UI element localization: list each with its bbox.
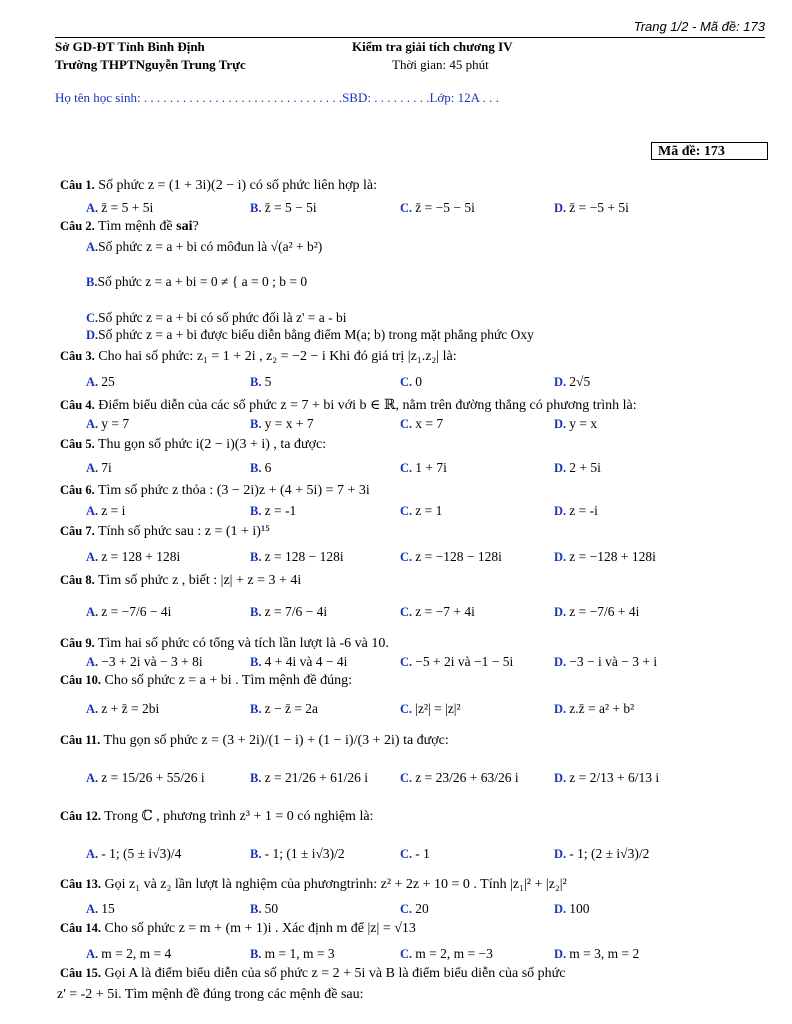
option-text: 100: [569, 901, 590, 916]
option-letter: B.: [250, 655, 265, 669]
answer-option[interactable]: [400, 654, 513, 670]
option-text: y = 7: [101, 416, 130, 431]
option-letter: D.: [554, 605, 570, 619]
question-number: Câu 2.: [60, 219, 95, 233]
option-letter: A.: [86, 461, 102, 475]
answer-option[interactable]: [86, 846, 181, 862]
question-text-end: ?: [192, 219, 199, 234]
option-text: 25: [101, 374, 115, 389]
question-number: Câu 5.: [60, 437, 95, 451]
option-text: z̄ = −5 − 5i: [415, 200, 475, 215]
answer-option[interactable]: [400, 901, 429, 917]
question-number: Câu 13.: [60, 877, 101, 891]
question-stem: [60, 808, 373, 825]
question-number: Câu 12.: [60, 809, 101, 823]
question-text: Tìm số phức z , biết : |z| + z = 3 + 4i: [97, 573, 302, 588]
answer-option[interactable]: [250, 549, 344, 565]
option-text: Số phức z = a + bi được biểu diễn bằng điểm M(a; b) trong mặt phẳng phức Oxy: [98, 327, 534, 342]
option-text: z = −7/6 + 4i: [569, 604, 640, 619]
option-letter: B.: [250, 504, 265, 518]
option-text: z = −128 + 128i: [569, 549, 656, 564]
option-text: z̄ = 5 − 5i: [264, 200, 317, 215]
question-text: Thu gọn số phức z = (3 + 2i)/(1 − i) + (1 − i)/(3 + 2i) ta được:: [103, 733, 449, 748]
answer-option[interactable]: [554, 200, 629, 216]
option-text: z = -1: [264, 503, 297, 518]
answer-option[interactable]: [250, 604, 327, 620]
option-letter: C.: [400, 847, 416, 861]
option-letter: D.: [554, 771, 570, 785]
answer-option[interactable]: [400, 549, 502, 565]
option-text: 2√5: [569, 374, 591, 389]
question-number: Câu 11.: [60, 733, 101, 747]
question-text: Thu gọn số phức i(2 − i)(3 + i) , ta được:: [97, 437, 327, 452]
option-letter: B.: [250, 550, 265, 564]
option-text: 2 + 5i: [569, 460, 601, 475]
answer-option[interactable]: [400, 460, 447, 476]
question-number: Câu 10.: [60, 673, 101, 687]
question-number: Câu 1.: [60, 178, 95, 192]
option-letter: D.: [554, 550, 570, 564]
question-number: Câu 3.: [60, 349, 95, 363]
option-letter: C.: [400, 550, 416, 564]
option-letter: C.: [400, 655, 416, 669]
exam-block: [352, 38, 513, 74]
option-letter: A.: [86, 655, 102, 669]
question-text: Tìm mệnh đề: [97, 219, 177, 234]
option-text: Số phức z = a + bi có số phức đối là z' = a - bi: [98, 310, 347, 325]
option-letter: C.: [400, 771, 416, 785]
option-text: 50: [264, 901, 279, 916]
option-letter: D.: [554, 461, 570, 475]
answer-option[interactable]: [554, 846, 649, 862]
option-letter: C.: [400, 605, 416, 619]
answer-option[interactable]: [554, 549, 656, 565]
answer-option[interactable]: [400, 416, 443, 432]
answer-option[interactable]: [250, 901, 278, 917]
question-text: Cho số phức z = a + bi . Tìm mệnh đề đúng:: [104, 673, 352, 688]
question-text: Tính số phức sau : z = (1 + i)¹⁵: [97, 524, 271, 539]
statement-option[interactable]: [86, 239, 322, 255]
answer-option[interactable]: [250, 200, 317, 216]
option-letter: A.: [86, 771, 102, 785]
answer-option[interactable]: [86, 374, 115, 390]
answer-option[interactable]: [250, 503, 296, 519]
option-text: x = 7: [415, 416, 444, 431]
question-stem: [60, 573, 301, 589]
option-text: z = 7/6 − 4i: [264, 604, 328, 619]
option-text: z + z̄ = 2bi: [101, 701, 160, 716]
answer-option[interactable]: [86, 200, 153, 216]
option-text: z = 15/26 + 55/26 i: [101, 770, 205, 785]
question-stem: [60, 483, 370, 499]
option-text: m = 3, m = 2: [569, 946, 640, 961]
answer-option[interactable]: [86, 549, 180, 565]
option-letter: A.: [86, 375, 102, 389]
page-code: Trang 1/2 - Mã đề: 173: [633, 19, 765, 34]
answer-option[interactable]: [250, 701, 318, 717]
option-text: |z²| = |z|²: [415, 701, 461, 716]
answer-option[interactable]: [86, 604, 171, 620]
option-text: m = 2, m = −3: [415, 946, 493, 961]
option-letter: D.: [554, 847, 570, 861]
option-text: Số phức z = a + bi = 0 ≠ { a = 0 ; b = 0: [97, 274, 308, 289]
option-letter: A.: [86, 947, 102, 961]
option-letter: D.: [554, 375, 570, 389]
option-letter: A.: [86, 504, 102, 518]
option-letter: C.: [400, 375, 416, 389]
question-stem: [60, 349, 457, 365]
option-letter: B.: [250, 201, 265, 215]
option-letter: A.: [86, 417, 102, 431]
option-text: z = 1: [415, 503, 443, 518]
answer-option[interactable]: [86, 701, 159, 717]
question-stem: [60, 877, 567, 893]
option-text: m = 2, m = 4: [101, 946, 172, 961]
question-stem: [60, 966, 565, 982]
answer-option[interactable]: [86, 770, 205, 786]
answer-option[interactable]: [86, 503, 125, 519]
option-letter: B.: [250, 461, 265, 475]
question-text: Cho số phức z = m + (m + 1)i . Xác định m để |z| = √13: [104, 921, 416, 936]
answer-option[interactable]: [554, 416, 597, 432]
answer-option[interactable]: [554, 654, 657, 670]
option-letter: A.: [86, 201, 102, 215]
option-letter: A.: [86, 240, 99, 254]
option-text: z.z̄ = a² + b²: [569, 701, 635, 716]
option-text: z = −7/6 − 4i: [101, 604, 172, 619]
exam-time: Thời gian: 45 phút: [392, 57, 489, 72]
question-stem: [60, 437, 326, 453]
question-stem: [60, 524, 270, 540]
answer-option[interactable]: [250, 460, 271, 476]
option-text: z = 23/26 + 63/26 i: [415, 770, 519, 785]
option-text: 5: [264, 374, 272, 389]
answer-option[interactable]: [86, 654, 203, 670]
option-letter: B.: [250, 375, 265, 389]
option-text: m = 1, m = 3: [264, 946, 335, 961]
question-stem: [60, 178, 377, 194]
question-text: Trong ℂ , phương trình z³ + 1 = 0 có nghiệm là:: [104, 809, 374, 824]
option-letter: A.: [86, 847, 102, 861]
option-letter: B.: [250, 771, 265, 785]
option-text: z = 128 + 128i: [101, 549, 181, 564]
option-letter: B.: [250, 605, 265, 619]
question-text: Gọi z₁ và z₂ lần lượt là nghiệm của phươngtrình: z² + 2z + 10 = 0 . Tính |z₁|² + |z₂|²: [104, 877, 567, 892]
option-letter: D.: [554, 504, 570, 518]
option-letter: C.: [400, 504, 416, 518]
page-header: [55, 15, 765, 38]
option-text: 4 + 4i và 4 − 4i: [264, 654, 348, 669]
question-number: Câu 8.: [60, 573, 95, 587]
option-text: z̄ = 5 + 5i: [101, 200, 154, 215]
answer-option[interactable]: [86, 416, 129, 432]
question-number: Câu 14.: [60, 921, 101, 935]
question-stem: [60, 673, 352, 689]
option-letter: D.: [554, 902, 570, 916]
question-text: Cho hai số phức: z₁ = 1 + 2i , z₂ = −2 − i Khi đó giá trị |z₁.z₂| là:: [98, 349, 457, 364]
option-letter: D.: [554, 417, 570, 431]
option-text: - 1; (2 ± i√3)/2: [569, 846, 650, 861]
option-letter: D.: [554, 655, 570, 669]
question-stem: [60, 921, 416, 937]
option-text: Số phức z = a + bi có môđun là √(a² + b²): [98, 239, 323, 254]
answer-option[interactable]: [250, 846, 345, 862]
option-text: 15: [101, 901, 115, 916]
option-text: z = −7 + 4i: [415, 604, 475, 619]
answer-option[interactable]: [250, 770, 368, 786]
option-letter: C.: [400, 947, 416, 961]
question-text: Điểm biểu diễn của các số phức z = 7 + bi với b ∈ ℝ, nằm trên đường thẳng có phương trình là:: [98, 398, 637, 413]
answer-option[interactable]: [86, 946, 171, 962]
option-letter: A.: [86, 605, 102, 619]
option-letter: B.: [250, 702, 265, 716]
option-text: z = 2/13 + 6/13 i: [569, 770, 660, 785]
answer-option[interactable]: [400, 374, 422, 390]
option-letter: B.: [250, 902, 265, 916]
option-letter: C.: [400, 201, 416, 215]
school-block: [55, 38, 246, 74]
option-text: −5 + 2i và −1 − 5i: [415, 654, 514, 669]
school-dept: Sở GD-ĐT Tỉnh Bình Định: [55, 39, 205, 54]
option-text: - 1; (1 ± i√3)/2: [264, 846, 345, 861]
option-letter: A.: [86, 702, 102, 716]
option-letter: C.: [86, 311, 99, 325]
option-text: z = 128 − 128i: [264, 549, 344, 564]
option-letter: D.: [86, 328, 99, 342]
question-number: Câu 4.: [60, 398, 95, 412]
option-letter: B.: [86, 275, 98, 289]
option-text: 1 + 7i: [415, 460, 447, 475]
answer-option[interactable]: [554, 901, 590, 917]
answer-option[interactable]: [400, 846, 430, 862]
statement-option[interactable]: [86, 274, 307, 290]
option-letter: C.: [400, 461, 416, 475]
answer-option[interactable]: [400, 701, 461, 717]
option-text: 0: [415, 374, 423, 389]
answer-option[interactable]: [86, 460, 112, 476]
question-text-emphasis: sai: [176, 219, 193, 234]
student-info-line: Họ tên học sinh: . . . . . . . . . . . . . . . . . . . . . . . . . . . . . . .SBD: . . . . . . . . .Lớp: 12A . . .: [55, 90, 499, 105]
answer-option[interactable]: [554, 460, 601, 476]
question-number: Câu 9.: [60, 636, 95, 650]
option-letter: B.: [250, 417, 265, 431]
answer-option[interactable]: [250, 416, 314, 432]
option-text: - 1: [415, 846, 430, 861]
option-text: z − z̄ = 2a: [264, 701, 319, 716]
option-text: z = -i: [569, 503, 598, 518]
question-stem: [60, 397, 637, 414]
option-text: 6: [264, 460, 272, 475]
school-name: Trường THPTNguyễn Trung Trực: [55, 57, 246, 72]
answer-option[interactable]: [400, 503, 442, 519]
option-text: −3 − i và − 3 + i: [569, 654, 658, 669]
option-text: - 1; (5 ± i√3)/4: [101, 846, 182, 861]
option-letter: C.: [400, 417, 416, 431]
option-text: z = 21/26 + 61/26 i: [264, 770, 368, 785]
option-letter: C.: [400, 702, 416, 716]
option-text: y = x + 7: [264, 416, 314, 431]
question-number: Câu 15.: [60, 966, 101, 980]
option-text: 7i: [101, 460, 112, 475]
option-letter: D.: [554, 201, 570, 215]
option-text: −3 + 2i và − 3 + 8i: [101, 654, 203, 669]
answer-option[interactable]: [554, 946, 639, 962]
statement-option[interactable]: [86, 327, 534, 343]
option-text: z̄ = −5 + 5i: [569, 200, 629, 215]
answer-option[interactable]: [250, 374, 271, 390]
answer-option[interactable]: [400, 200, 475, 216]
exam-code-box: Mã đề: 173: [651, 142, 768, 160]
answer-option[interactable]: [554, 770, 659, 786]
answer-option[interactable]: [400, 770, 519, 786]
option-text: z = −128 − 128i: [415, 549, 502, 564]
answer-option[interactable]: [554, 503, 598, 519]
answer-option[interactable]: [400, 946, 493, 962]
question-stem: [60, 636, 389, 652]
option-letter: B.: [250, 847, 265, 861]
option-letter: A.: [86, 902, 102, 916]
option-letter: B.: [250, 947, 265, 961]
option-letter: A.: [86, 550, 102, 564]
statement-option[interactable]: [86, 310, 347, 326]
option-letter: C.: [400, 902, 416, 916]
option-text: 20: [415, 901, 429, 916]
answer-option[interactable]: [554, 701, 634, 717]
question-stem: [60, 733, 449, 749]
exam-title: Kiểm tra giải tích chương IV: [352, 39, 513, 54]
answer-option[interactable]: [250, 946, 335, 962]
answer-option[interactable]: [554, 374, 590, 390]
question-text: Tìm số phức z thỏa : (3 − 2i)z + (4 + 5i) = 7 + 3i: [97, 483, 370, 498]
question-text-continued: z' = -2 + 5i. Tìm mệnh đề đúng trong các mệnh đề sau:: [57, 987, 364, 1002]
answer-option[interactable]: [400, 604, 475, 620]
option-text: y = x: [569, 416, 598, 431]
question-text: Tìm hai số phức có tổng và tích lần lượt là -6 và 10.: [97, 636, 389, 651]
question-number: Câu 7.: [60, 524, 95, 538]
option-letter: D.: [554, 702, 570, 716]
question-stem: [60, 219, 199, 235]
question-text: Số phức z = (1 + 3i)(2 − i) có số phức liên hợp là:: [98, 178, 378, 193]
option-text: z = i: [101, 503, 126, 518]
answer-option[interactable]: [250, 654, 347, 670]
answer-option[interactable]: [554, 604, 639, 620]
question-number: Câu 6.: [60, 483, 95, 497]
option-letter: D.: [554, 947, 570, 961]
answer-option[interactable]: [86, 901, 115, 917]
question-text: Gọi A là điểm biểu diễn của số phức z = 2 + 5i và B là điểm biểu diễn của số phức: [104, 966, 566, 981]
